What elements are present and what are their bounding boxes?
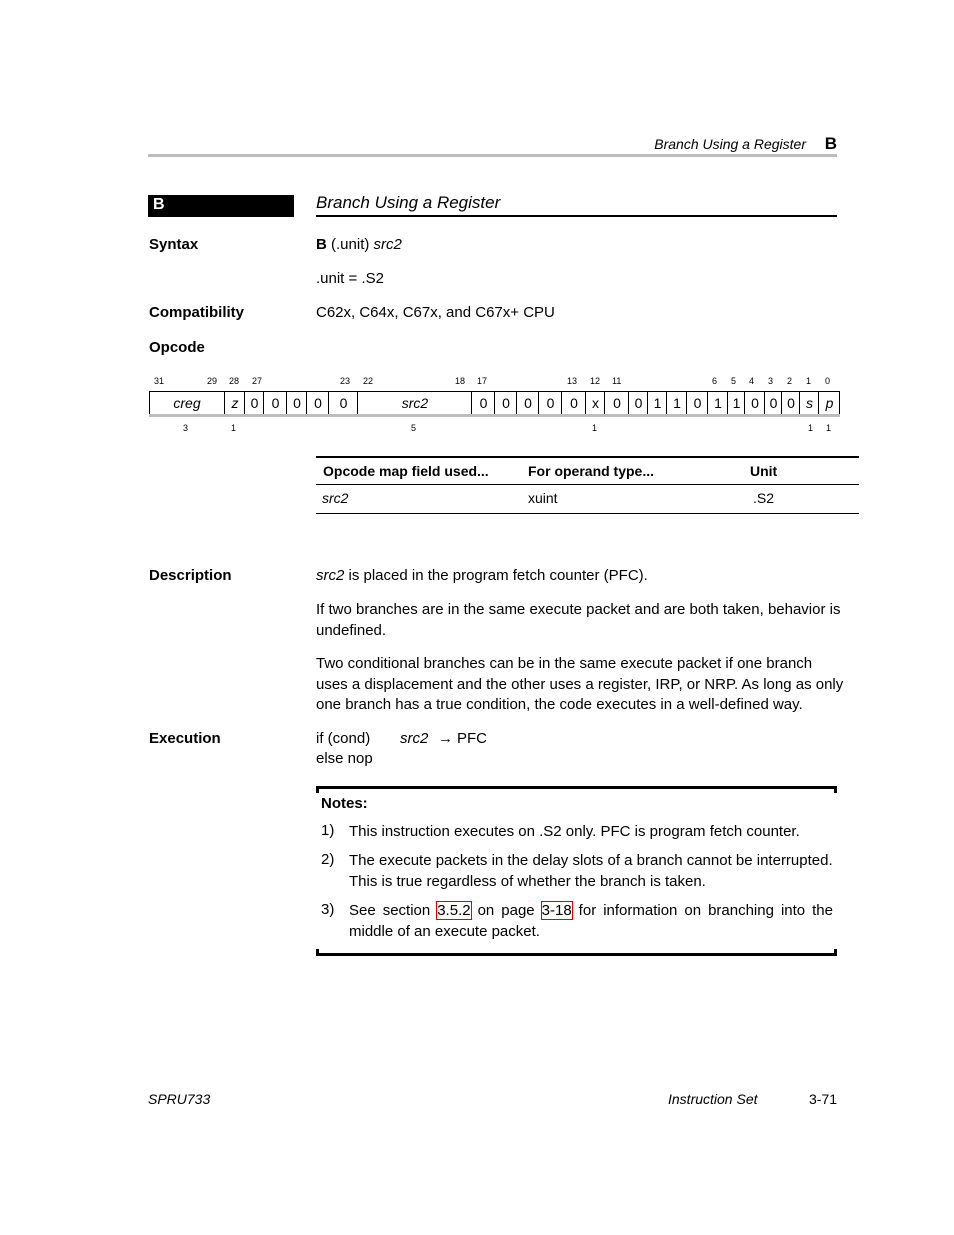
opcode-field: x [585, 392, 605, 414]
compatibility-text: C62x, C64x, C67x, and C67x+ CPU [316, 304, 555, 321]
opcode-field: s [799, 392, 819, 414]
note-3-number: 3) [321, 901, 335, 918]
opcode-field: p [818, 392, 840, 414]
note-3-text [349, 901, 833, 942]
map-header-type: For operand type... [528, 463, 655, 479]
instruction-tab [148, 195, 294, 217]
execution-dest: PFC [457, 730, 487, 747]
description-p1 [316, 566, 841, 587]
note-3-pre: See section [349, 902, 438, 919]
page-link[interactable]: 3-18 [541, 902, 572, 919]
opcode-map-table [316, 456, 859, 514]
title-rule [316, 215, 837, 217]
compatibility-label: Compatibility [149, 304, 245, 321]
opcode-label: Opcode [149, 339, 205, 356]
syntax-label: Syntax [149, 236, 199, 253]
note-1-number: 1) [321, 822, 335, 839]
opcode-field: 0 [471, 392, 495, 414]
opcode-field: 0 [764, 392, 782, 414]
field-width-number: 1 [231, 423, 237, 433]
bit-number: 23 [340, 376, 351, 386]
instruction-tab-label: B [153, 196, 165, 213]
opcode-field: 0 [561, 392, 586, 414]
bit-number: 28 [229, 376, 240, 386]
bit-number: 29 [207, 376, 218, 386]
bit-number: 1 [806, 376, 812, 386]
bit-number: 2 [787, 376, 793, 386]
syntax-mnemonic: B [316, 236, 327, 253]
syntax-operand: src2 [373, 236, 402, 253]
bit-number: 22 [363, 376, 374, 386]
opcode-field: creg [173, 395, 201, 411]
opcode-field: z [224, 392, 245, 414]
footer-page-number: 3-71 [809, 1091, 838, 1107]
execution-operand: src2 [400, 730, 429, 747]
bit-number: 27 [252, 376, 263, 386]
opcode-field: 0 [244, 392, 264, 414]
header-rule [148, 154, 837, 157]
opcode-field: 1 [707, 392, 728, 414]
execution-else: else nop [316, 750, 373, 767]
running-header-title: Branch Using a Register [654, 136, 806, 152]
opcode-field-row [149, 391, 840, 415]
map-cell-unit: .S2 [753, 490, 775, 506]
bit-number: 0 [825, 376, 831, 386]
note-3-mid: on page [470, 902, 542, 919]
note-3-post: for information on branching into the middle of an execute packet. [349, 902, 833, 940]
opcode-field: 0 [686, 392, 708, 414]
notes-corner-bl [316, 949, 319, 954]
description-p2: If two branches are in the same execute packet and are both taken, behavior is undefined. [316, 601, 841, 639]
opcode-field: 0 [781, 392, 800, 414]
opcode-field-shadow [149, 414, 840, 417]
table-row [316, 485, 859, 513]
bit-number: 12 [590, 376, 601, 386]
opcode-field: 0 [516, 392, 539, 414]
notes-corner-tl [316, 788, 319, 793]
opcode-field: 0 [286, 392, 307, 414]
field-width-number: 3 [183, 423, 189, 433]
opcode-field: 0 [494, 392, 517, 414]
description-p3: Two conditional branches can be in the same execute packet if one branch uses a displacement and the other uses a register, IRP, or NRP. As long as only one branch has a true condition, the code executes in a well-defined way. [316, 655, 844, 713]
opcode-field: 1 [727, 392, 745, 414]
opcode-field: 0 [306, 392, 329, 414]
description-label: Description [149, 567, 232, 584]
field-width-number: 1 [808, 423, 814, 433]
bit-number: 18 [455, 376, 466, 386]
bit-number: 6 [712, 376, 718, 386]
footer-doc-id: SPRU733 [148, 1091, 211, 1107]
notes-corner-tr [834, 788, 837, 793]
notes-corner-br [834, 949, 837, 954]
note-1-text: This instruction executes on .S2 only. PFC is program fetch counter. [349, 823, 800, 840]
bit-number: 13 [567, 376, 578, 386]
map-header-unit: Unit [750, 463, 778, 479]
map-table-header [316, 458, 859, 485]
description-operand: src2 [316, 567, 345, 584]
bit-number: 17 [477, 376, 488, 386]
note-2-text: The execute packets in the delay slots of a branch cannot be interrupted. This is true regardless of whether the branch is taken. [349, 852, 833, 890]
execution-label: Execution [149, 730, 221, 747]
opcode-field: src2 [357, 392, 472, 414]
opcode-field: 0 [328, 392, 358, 414]
field-width-number: 5 [411, 423, 417, 433]
syntax-line [316, 235, 402, 256]
arrow-icon: → [438, 730, 453, 747]
opcode-field: 1 [647, 392, 667, 414]
bit-number: 4 [749, 376, 755, 386]
map-header-field: Opcode map field used... [323, 463, 489, 479]
opcode-field: 0 [538, 392, 562, 414]
bit-number: 11 [612, 376, 622, 386]
footer-section: Instruction Set [668, 1091, 758, 1107]
bit-number: 5 [731, 376, 737, 386]
bit-number: 3 [768, 376, 774, 386]
opcode-field: 1 [666, 392, 687, 414]
field-width-number: 1 [592, 423, 598, 433]
section-link[interactable]: 3.5.2 [437, 902, 471, 919]
opcode-field: 0 [628, 392, 648, 414]
syntax-unit-line: .unit = .S2 [316, 270, 384, 287]
note-2-number: 2) [321, 851, 335, 868]
description-p1-text: is placed in the program fetch counter (PFC). [344, 567, 648, 584]
opcode-field: 0 [744, 392, 765, 414]
map-cell-field: src2 [322, 490, 349, 506]
map-cell-type: xuint [528, 490, 558, 506]
opcode-field: 0 [263, 392, 287, 414]
field-width-number: 1 [826, 423, 832, 433]
syntax-unit-part: (.unit) [326, 236, 374, 253]
running-header-mnemonic: B [824, 134, 837, 153]
notes-title: Notes: [321, 795, 368, 812]
opcode-field: 0 [604, 392, 629, 414]
bit-number: 31 [154, 376, 165, 386]
execution-cond: if (cond) [316, 730, 371, 747]
instruction-title: Branch Using a Register [316, 193, 501, 212]
